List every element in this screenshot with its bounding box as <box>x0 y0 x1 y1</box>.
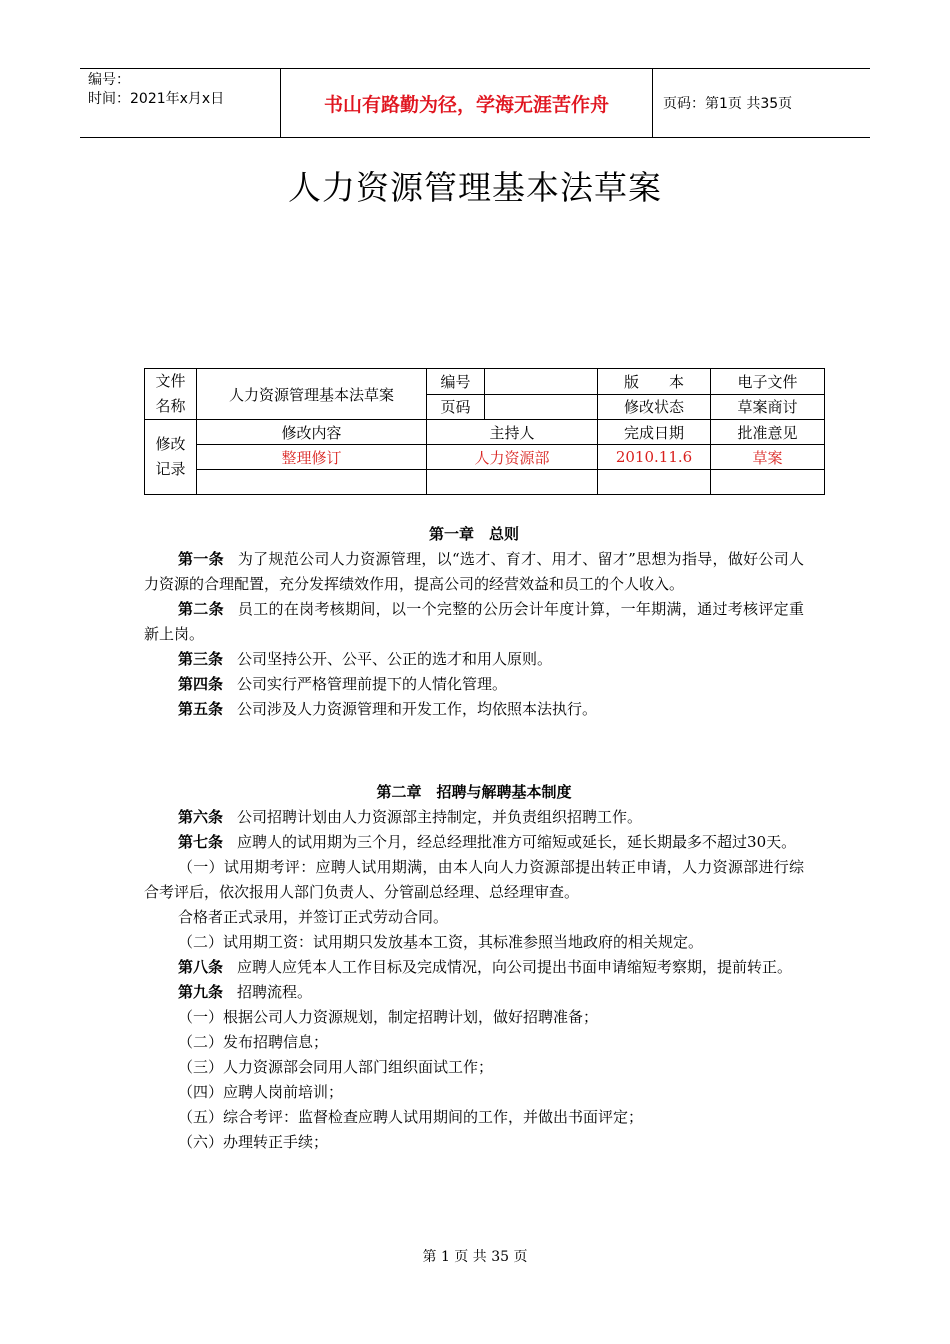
chapter-1-heading: 第一章 总则 <box>428 525 519 543</box>
col-header-approval: 批准意见 <box>711 420 825 445</box>
header-page-info: 页码：第1页 共35页 <box>663 96 793 112</box>
version-value: 电子文件 <box>711 369 825 395</box>
empty-cell <box>197 470 427 495</box>
step-5: （五）综合考评：监督检查应聘人试用期间的工作，并做出书面评定； <box>178 1108 644 1126</box>
article-2: 第二条 员工的在岗考核期间，以一个完整的公历会计年度计算，一年期满，通过考核评定重新上岗。 <box>144 600 804 643</box>
article-1: 第一条 为了规范公司人力资源管理，以“选才、育才、用才、留才”思想为指导，做好公司人力资源的合理配置，充分发挥绩效作用，提高公司的经营效益和员工的个人收入。 <box>144 550 804 593</box>
revision-date: 2010.11.6 <box>598 445 711 470</box>
version-label: 版 本 <box>598 369 711 395</box>
article-5: 第五条 公司涉及人力资源管理和开发工作，均依照本法执行。 <box>178 700 598 718</box>
col-header-host: 主持人 <box>427 420 598 445</box>
col-header-date: 完成日期 <box>598 420 711 445</box>
empty-cell <box>711 470 825 495</box>
revision-label: 修改 记录 <box>145 420 197 495</box>
step-3: （三）人力资源部会同用人部门组织面试工作； <box>178 1058 494 1076</box>
header-number-label: 编号： <box>88 72 130 88</box>
article-4: 第四条 公司实行严格管理前提下的人情化管理。 <box>178 675 508 693</box>
number-label: 编号 <box>427 369 485 395</box>
file-name-label: 文件 名称 <box>145 369 197 420</box>
col-header-content: 修改内容 <box>197 420 427 445</box>
article-7-clause-2: （二）试用期工资：试用期只发放基本工资，其标准参照当地政府的相关规定。 <box>178 933 704 951</box>
article-7-clause-1b: 合格者正式录用，并签订正式劳动合同。 <box>178 908 449 926</box>
article-9: 第九条 招聘流程。 <box>178 983 313 1001</box>
page-header <box>80 68 870 138</box>
status-label: 修改状态 <box>598 394 711 420</box>
empty-cell <box>427 470 598 495</box>
step-6: （六）办理转正手续； <box>178 1133 329 1151</box>
chapter-2-heading: 第二章 招聘与解聘基本制度 <box>376 783 572 801</box>
article-8: 第八条 应聘人应凭本人工作目标及完成情况，向公司提出书面申请缩短考察期，提前转正。 <box>178 958 793 976</box>
empty-cell <box>598 470 711 495</box>
revision-approval: 草案 <box>711 445 825 470</box>
step-4: （四）应聘人岗前培训； <box>178 1083 344 1101</box>
document-title: 人力资源管理基本法草案 <box>288 168 662 207</box>
article-6: 第六条 公司招聘计划由人力资源部主持制定，并负责组织招聘工作。 <box>178 808 643 826</box>
document-body <box>144 522 804 1155</box>
article-3: 第三条 公司坚持公开、公平、公正的选才和用人原则。 <box>178 650 553 668</box>
page-value <box>485 394 598 420</box>
status-value: 草案商讨 <box>711 394 825 420</box>
file-name-value: 人力资源管理基本法草案 <box>197 369 427 420</box>
header-time: 时间：2021年x月x日 <box>88 91 225 107</box>
revision-host: 人力资源部 <box>427 445 598 470</box>
page-label: 页码 <box>427 394 485 420</box>
document-info-table <box>144 368 825 495</box>
step-2: （二）发布招聘信息； <box>178 1033 329 1051</box>
step-1: （一）根据公司人力资源规划，制定招聘计划，做好招聘准备； <box>178 1008 599 1026</box>
article-7: 第七条 应聘人的试用期为三个月，经总经理批准方可缩短或延长，延长期最多不超过30天。 <box>178 833 797 851</box>
revision-content: 整理修订 <box>197 445 427 470</box>
header-meta <box>80 69 281 137</box>
number-value <box>485 369 598 395</box>
header-motto: 书山有路勤为径，学海无涯苦作舟 <box>281 69 653 137</box>
page-footer: 第 1 页 共 35 页 <box>422 1249 528 1265</box>
article-7-clause-1: （一）试用期考评：应聘人试用期满，由本人向人力资源部提出转正申请，人力资源部进行综合考评后，依次报用人部门负责人、分管副总经理、总经理审查。 <box>144 858 804 901</box>
